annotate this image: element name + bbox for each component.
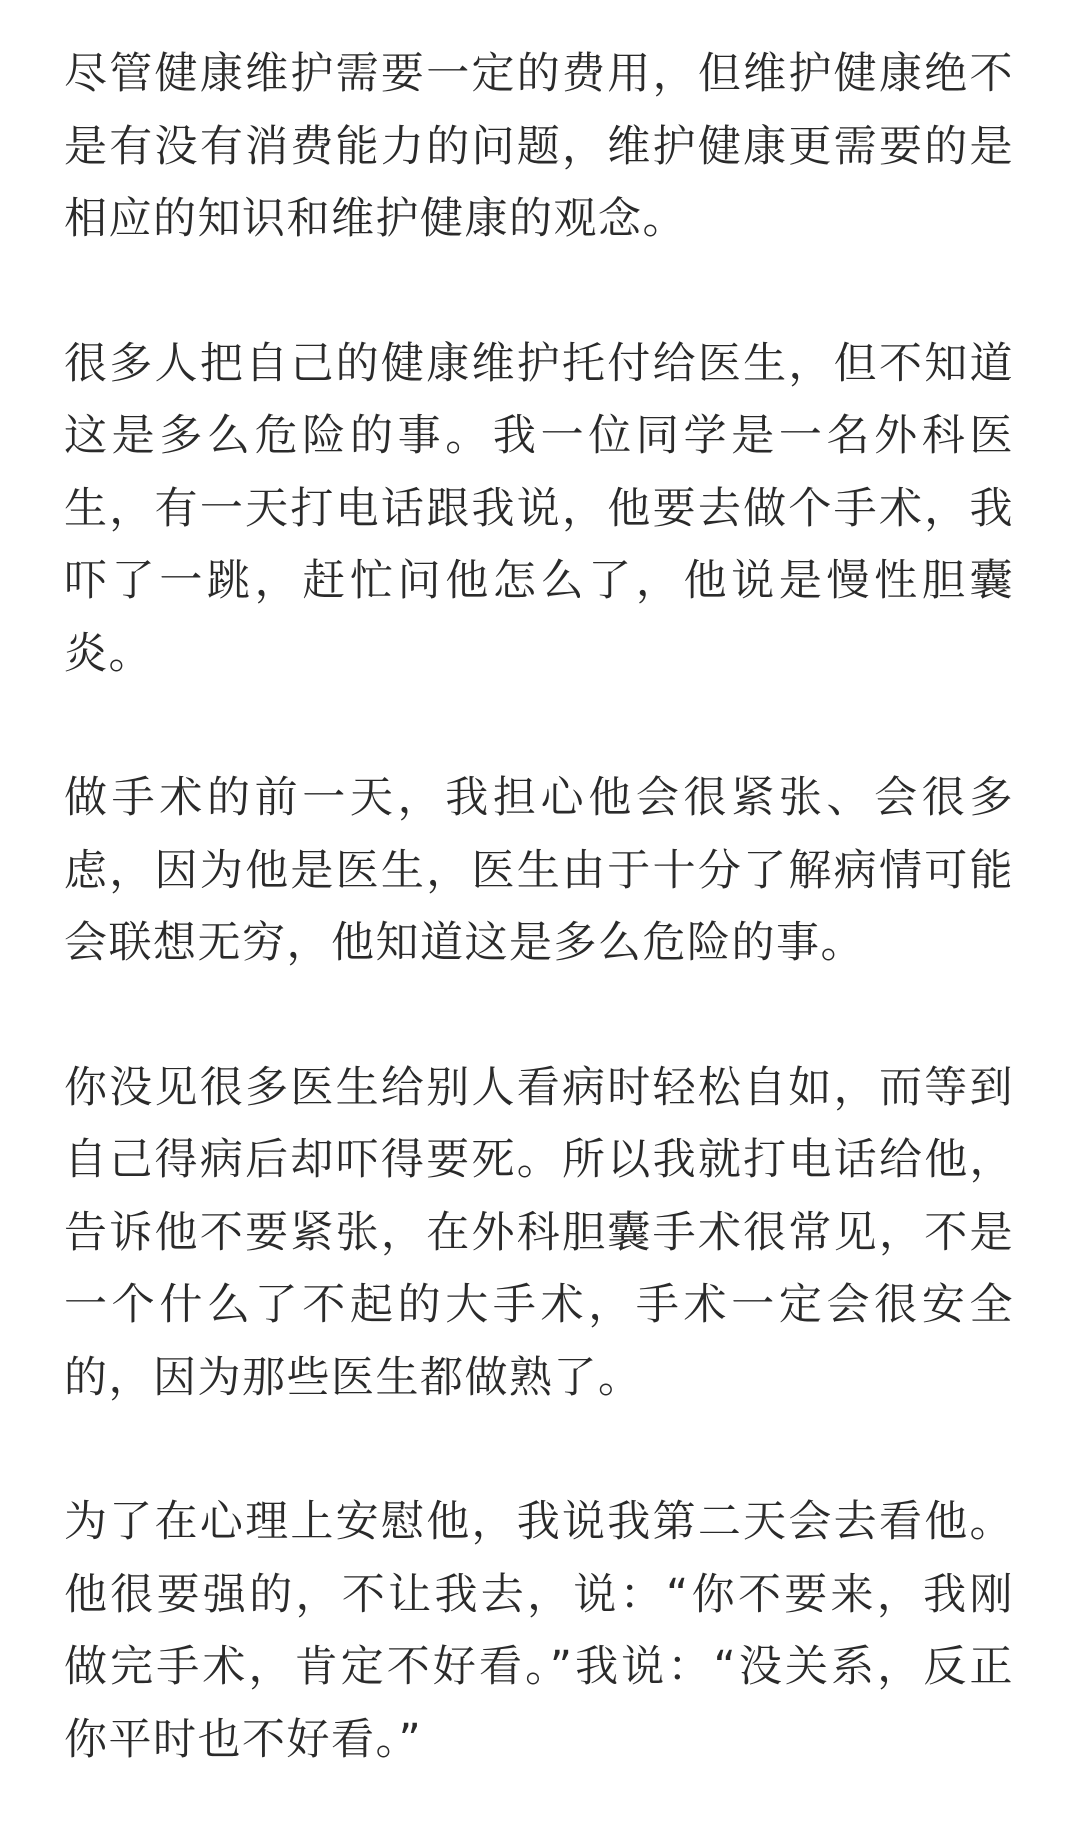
paragraph-1	[64, 38, 1014, 256]
text-line: 是有没有消费能力的问题，维护健康更需要的是	[64, 121, 1014, 172]
text-line: 告诉他不要紧张，在外科胆囊手术很常见，不是	[64, 1207, 1014, 1258]
text-line: 做完手术，肯定不好看。”我说：“没关系，反正	[64, 1642, 1014, 1692]
paragraph-4	[64, 1052, 1014, 1415]
text-line: 炎。	[64, 628, 153, 679]
text-line: 自己得病后却吓得要死。所以我就打电话给他，	[64, 1135, 1014, 1185]
text-line: 很多人把自己的健康维护托付给医生，但不知道	[64, 338, 1014, 389]
text-line: 他很要强的，不让我去，说：“你不要来，我刚	[64, 1569, 1014, 1620]
text-line: 吓了一跳，赶忙问他怎么了，他说是慢性胆囊	[64, 556, 1014, 606]
text-line: 会联想无穷，他知道这是多么危险的事。	[64, 918, 865, 968]
article-body	[64, 38, 1014, 1848]
text-line: 的，因为那些医生都做熟了。	[64, 1352, 643, 1403]
text-line: 相应的知识和维护健康的观念。	[64, 194, 687, 244]
paragraph-3	[64, 762, 1014, 980]
paragraph-2	[64, 328, 1014, 691]
text-line: 你没见很多医生给别人看病时轻松自如，而等到	[64, 1062, 1014, 1113]
text-line: 做手术的前一天，我担心他会很紧张、会很多	[64, 773, 1014, 823]
text-line: 为了在心理上安慰他，我说我第二天会去看他。	[64, 1497, 1014, 1547]
text-line: 尽管健康维护需要一定的费用，但维护健康绝不	[64, 49, 1014, 99]
text-line: 生，有一天打电话跟我说，他要去做个手术，我	[64, 483, 1014, 534]
text-line: 这是多么危险的事。我一位同学是一名外科医	[64, 411, 1014, 461]
paragraph-5	[64, 1486, 1014, 1776]
text-line: 一个什么了不起的大手术，手术一定会很安全	[64, 1280, 1014, 1330]
text-line: 虑，因为他是医生，医生由于十分了解病情可能	[64, 845, 1014, 896]
text-line: 你平时也不好看。”	[64, 1714, 423, 1765]
